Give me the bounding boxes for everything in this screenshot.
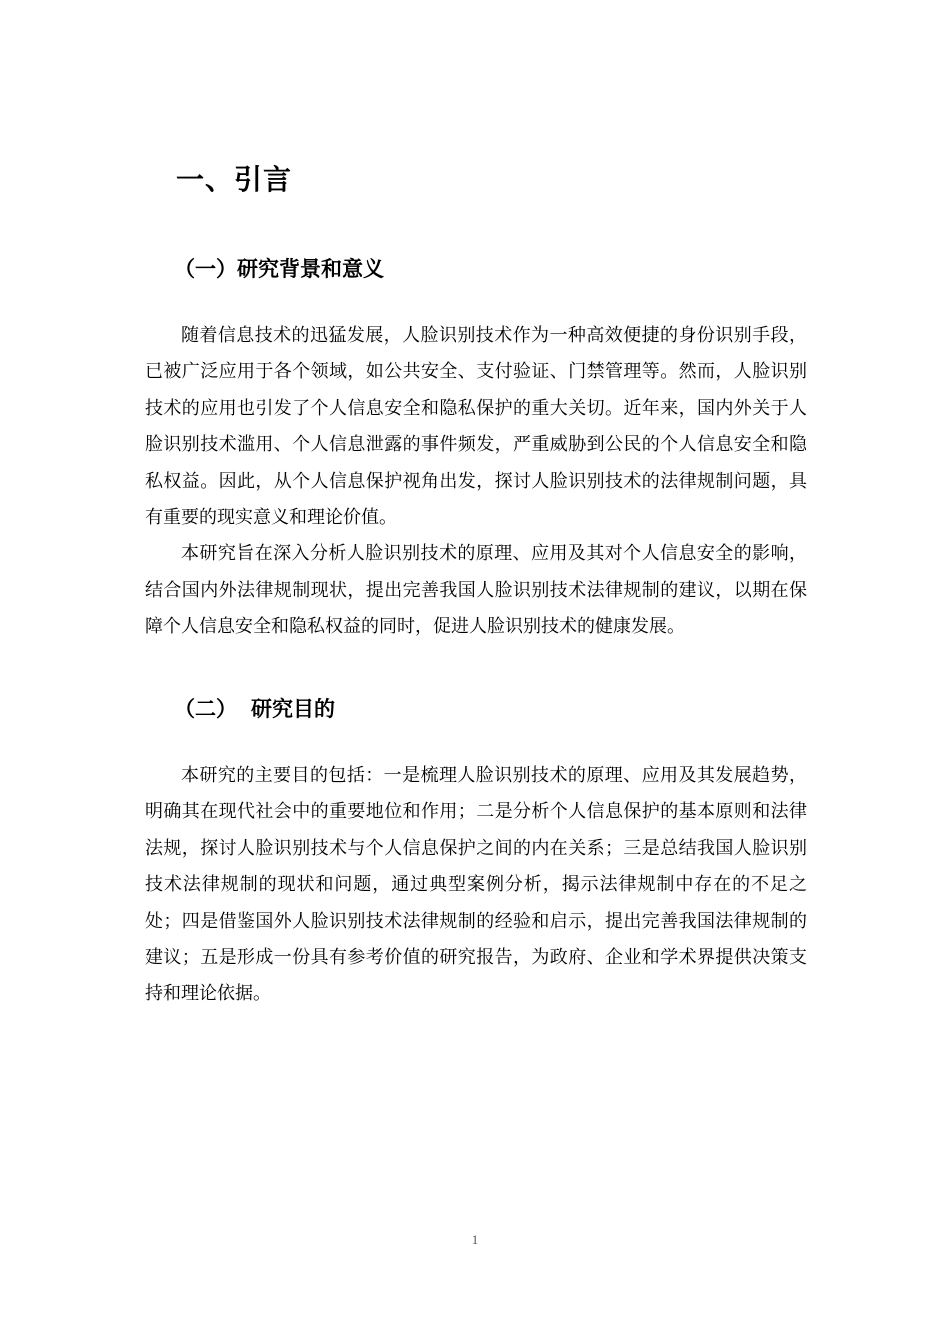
body-paragraph: 随着信息技术的迅猛发展，人脸识别技术作为一种高效便捷的身份识别手段，已被广泛应用于各个领域，如公共安全、支付验证、门禁管理等。然而，人脸识别技术的应用也引发了个人信息安全和隐私保护的重大关切。近年来，国内外关于人脸识别技术滥用、个人信息泄露的事件频发，严重威胁到公民的个人信息安全和隐私权益。因此，从个人信息保护视角出发，探讨人脸识别技术的法律规制问题，具有重要的现实意义和理论价值。 <box>145 325 807 529</box>
body-paragraph: 本研究的主要目的包括：一是梳理人脸识别技术的原理、应用及其发展趋势，明确其在现代社会中的重要地位和作用；二是分析个人信息保护的基本原则和法律法规，探讨人脸识别技术与个人信息保护之间的内在关系；三是总结我国人脸识别技术法律规制的现状和问题，通过典型案例分析，揭示法律规制中存在的不足之处；四是借鉴国外人脸识别技术法律规制的经验和启示，提出完善我国法律规制的建议；五是形成一份具有参考价值的研究报告，为政府、企业和学术界提供决策支持和理论依据。 <box>145 765 807 1005</box>
section-number: （二） <box>174 697 237 721</box>
chapter-heading: 一、引言 <box>176 163 293 196</box>
section-heading-purpose <box>174 694 335 724</box>
section-number: （一） <box>174 257 237 281</box>
section-heading-background <box>174 254 384 284</box>
section-body-background <box>145 318 807 646</box>
section-title: 研究背景和意义 <box>237 257 384 281</box>
section-title: 研究目的 <box>251 697 335 721</box>
page-number: 1 <box>471 1232 479 1247</box>
section-body-purpose <box>145 758 807 1013</box>
body-paragraph: 本研究旨在深入分析人脸识别技术的原理、应用及其对个人信息安全的影响，结合国内外法律规制现状，提出完善我国人脸识别技术法律规制的建议，以期在保障个人信息安全和隐私权益的同时，促进人脸识别技术的健康发展。 <box>145 543 807 638</box>
